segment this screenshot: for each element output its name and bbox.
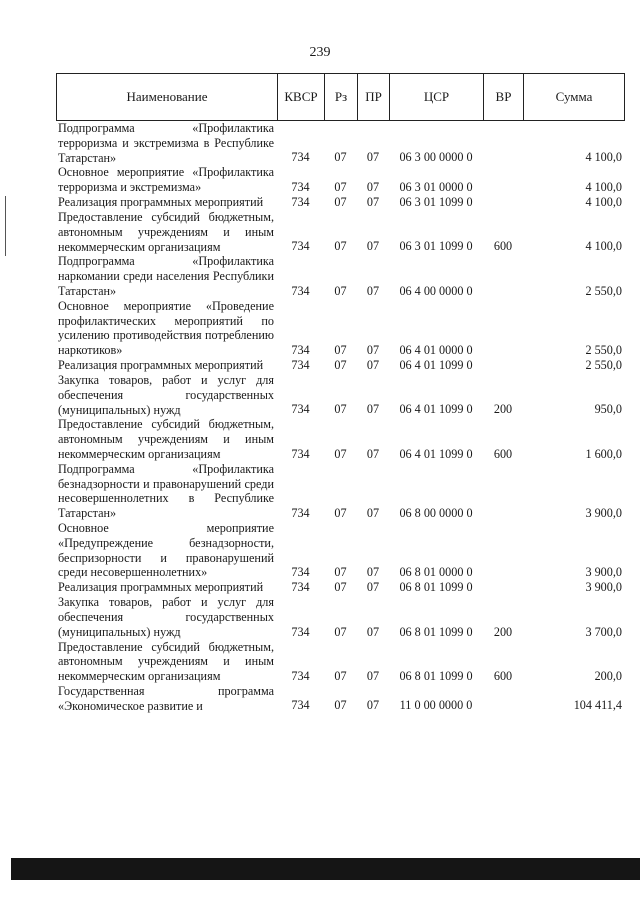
scan-margin-mark	[5, 196, 6, 256]
row-sum: 3 900,0	[585, 505, 622, 520]
row-pr: 07	[366, 179, 380, 194]
row-csr: 06 3 00 0000 0	[399, 150, 473, 165]
row-sum: 4 100,0	[585, 194, 622, 209]
row-rz: 07	[334, 624, 347, 639]
row-rz: 07	[334, 194, 347, 209]
row-pr: 07	[366, 698, 380, 713]
row-name: Реализация программных мероприятий	[58, 580, 264, 595]
table-row	[58, 521, 624, 580]
row-csr: 06 8 01 1099 0	[399, 580, 473, 595]
row-csr: 06 3 01 1099 0	[399, 239, 473, 254]
row-rz: 07	[334, 668, 347, 683]
row-pr: 07	[366, 505, 380, 520]
row-sum: 2 550,0	[585, 283, 622, 298]
table-header	[56, 73, 625, 121]
row-rz: 07	[334, 342, 347, 357]
table-row	[58, 684, 624, 714]
row-name: Основное мероприятие «Предупреждение безнадзорности, беспризорности и правонарушений среди несовершеннолетних»	[58, 520, 274, 580]
row-name: Государственная программа «Экономическое развитие и	[58, 683, 274, 713]
table-row	[58, 165, 624, 195]
page-number: 239	[309, 45, 331, 60]
row-pr: 07	[366, 150, 380, 165]
table-row	[58, 299, 624, 358]
row-rz: 07	[334, 179, 347, 194]
row-name: Реализация программных мероприятий	[58, 358, 264, 373]
row-kvsr: 734	[291, 239, 310, 254]
row-rz: 07	[334, 446, 347, 461]
row-sum: 3 700,0	[585, 624, 622, 639]
row-csr: 06 3 01 0000 0	[399, 179, 473, 194]
row-rz: 07	[334, 505, 347, 520]
budget-rows	[58, 121, 624, 713]
row-pr: 07	[366, 446, 380, 461]
row-kvsr: 734	[291, 668, 310, 683]
row-sum: 4 100,0	[585, 239, 622, 254]
row-kvsr: 734	[291, 357, 310, 372]
table-row	[58, 580, 624, 595]
table-row	[58, 373, 624, 417]
row-sum: 3 900,0	[585, 565, 622, 580]
row-csr: 11 0 00 0000 0	[399, 698, 473, 713]
row-rz: 07	[334, 565, 347, 580]
row-rz: 07	[334, 239, 347, 254]
row-kvsr: 734	[291, 402, 310, 417]
row-name: Подпрограмма «Профилактика наркомании среди населения Республики Татарстан»	[58, 254, 274, 298]
row-csr: 06 4 00 0000 0	[399, 283, 473, 298]
table-row	[58, 254, 624, 298]
row-kvsr: 734	[291, 446, 310, 461]
scan-edge-band	[11, 858, 640, 880]
row-vr: 600	[493, 446, 513, 461]
row-sum: 1 600,0	[585, 446, 622, 461]
row-name: Предоставление субсидий бюджетным, автономным учреждениям и иным некоммерческим организациям	[58, 639, 274, 684]
row-sum: 950,0	[594, 402, 622, 417]
table-row	[58, 640, 624, 684]
row-name: Подпрограмма «Профилактика терроризма и экстремизма в Республике Татарстан»	[58, 121, 274, 165]
row-pr: 07	[366, 194, 380, 209]
row-sum: 2 550,0	[585, 357, 622, 372]
row-name: Основное мероприятие «Проведение профилактических мероприятий по усилению противодействия потреблению наркотиков»	[58, 298, 274, 358]
row-kvsr: 734	[291, 342, 310, 357]
row-sum: 2 550,0	[585, 342, 622, 357]
row-pr: 07	[366, 668, 380, 683]
row-name: Закупка товаров, работ и услуг для обеспечения государственных (муниципальных) нужд	[58, 372, 274, 417]
row-name: Предоставление субсидий бюджетным, автономным учреждениям и иным некоммерческим организациям	[58, 209, 274, 254]
row-pr: 07	[366, 357, 380, 372]
row-pr: 07	[366, 402, 380, 417]
row-csr: 06 4 01 1099 0	[399, 357, 473, 372]
row-csr: 06 4 01 0000 0	[399, 342, 473, 357]
row-name: Подпрограмма «Профилактика безнадзорности и правонарушений среди несовершеннолетних в Республике Татарстан»	[58, 461, 274, 521]
table-row	[58, 417, 624, 461]
row-kvsr: 734	[291, 283, 310, 298]
row-name: Закупка товаров, работ и услуг для обеспечения государственных (муниципальных) нужд	[58, 595, 274, 639]
row-pr: 07	[366, 565, 380, 580]
row-kvsr: 734	[291, 179, 310, 194]
row-vr: 200	[493, 402, 513, 417]
table-row	[58, 358, 624, 373]
row-csr: 06 4 01 1099 0	[399, 446, 473, 461]
row-csr: 06 8 01 1099 0	[399, 668, 473, 683]
row-kvsr: 734	[291, 565, 310, 580]
row-kvsr: 734	[291, 624, 310, 639]
row-vr: 600	[493, 239, 513, 254]
row-name: Предоставление субсидий бюджетным, автономным учреждениям и иным некоммерческим организациям	[58, 417, 274, 461]
row-pr: 07	[366, 624, 380, 639]
row-rz: 07	[334, 698, 347, 713]
row-kvsr: 734	[291, 698, 310, 713]
table-row	[58, 210, 624, 254]
row-pr: 07	[366, 283, 380, 298]
row-rz: 07	[334, 580, 347, 595]
row-kvsr: 734	[291, 505, 310, 520]
row-sum: 3 900,0	[585, 580, 622, 595]
table-row	[58, 595, 624, 639]
row-kvsr: 734	[291, 150, 310, 165]
column-header-name: Наименование	[57, 74, 278, 121]
column-header-sum: Сумма	[524, 74, 625, 121]
table-row	[58, 121, 624, 165]
row-vr: 200	[493, 624, 513, 639]
row-sum: 200,0	[594, 668, 622, 683]
row-pr: 07	[366, 239, 380, 254]
row-csr: 06 8 00 0000 0	[399, 505, 473, 520]
table-row	[58, 195, 624, 210]
row-vr: 600	[493, 668, 513, 683]
row-name: Реализация программных мероприятий	[58, 195, 264, 210]
column-header-kvsr: КВСР	[278, 74, 325, 121]
column-header-vr: ВР	[484, 74, 524, 121]
row-kvsr: 734	[291, 194, 310, 209]
row-kvsr: 734	[291, 580, 310, 595]
row-csr: 06 8 01 0000 0	[399, 565, 473, 580]
row-sum: 4 100,0	[585, 179, 622, 194]
column-header-rz: Рз	[325, 74, 358, 121]
row-csr: 06 8 01 1099 0	[399, 624, 473, 639]
row-csr: 06 4 01 1099 0	[399, 402, 473, 417]
row-rz: 07	[334, 357, 347, 372]
table-row	[58, 462, 624, 521]
row-rz: 07	[334, 402, 347, 417]
row-csr: 06 3 01 1099 0	[399, 194, 473, 209]
column-header-csr: ЦСР	[390, 74, 484, 121]
row-pr: 07	[366, 580, 380, 595]
row-rz: 07	[334, 150, 347, 165]
row-sum: 104 411,4	[573, 698, 622, 713]
row-pr: 07	[366, 342, 380, 357]
row-name: Основное мероприятие «Профилактика терроризма и экстремизма»	[58, 165, 274, 195]
row-rz: 07	[334, 283, 347, 298]
column-header-pr: ПР	[358, 74, 390, 121]
row-sum: 4 100,0	[585, 150, 622, 165]
